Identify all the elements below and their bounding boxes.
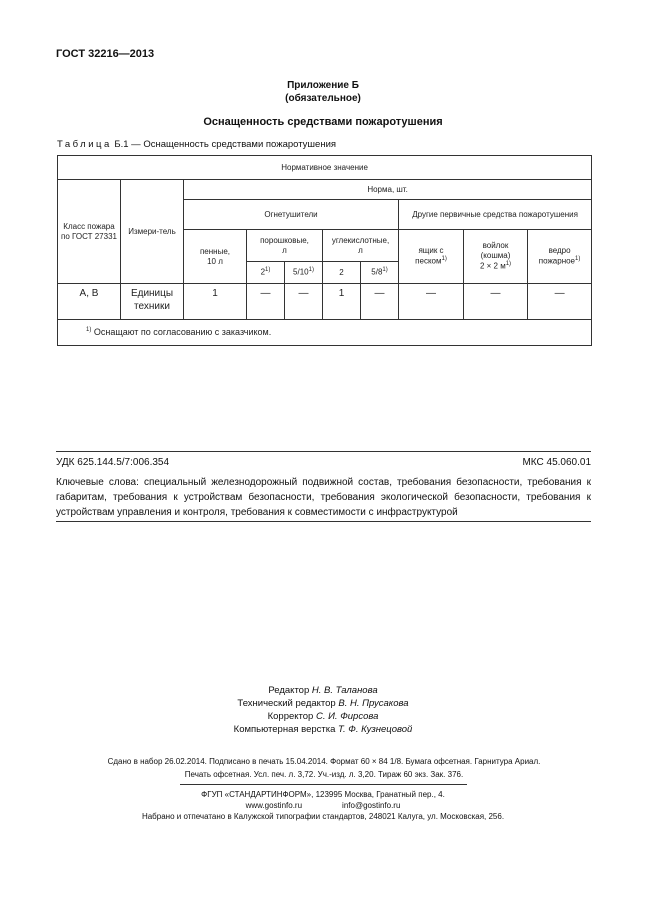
credit-tech-editor: Технический редактор В. Н. Прусакова — [237, 698, 409, 709]
fire-equipment-table — [57, 155, 592, 346]
cell-powder-5-10: — — [285, 284, 323, 320]
divider — [56, 521, 591, 522]
normative-header: Нормативное значение — [58, 156, 592, 180]
imprint-line1: Сдано в набор 26.02.2014. Подписано в печать 15.04.2014. Формат 60 × 84 1/8. Бумага офсетная. Гарнитура Ариал. — [107, 757, 541, 766]
bucket-header-l1: ведро — [548, 246, 571, 256]
udk-code: УДК 625.144.5/7:006.354 — [56, 457, 170, 468]
table-row — [58, 284, 592, 320]
sand-header-l1: ящик с — [418, 246, 444, 256]
bucket-header-l2: пожарное$^{1)}$ — [538, 256, 581, 266]
caption-prefix: Таблица — [57, 139, 112, 150]
cell-co2-2: 1 — [323, 284, 361, 320]
divider — [180, 784, 467, 785]
publisher-site: www.gostinfo.ru — [245, 801, 303, 810]
appendix-heading: Оснащенность средствами пожаротушения — [203, 116, 443, 128]
editorial-credits — [0, 684, 646, 736]
publisher-info — [0, 789, 646, 822]
extinguishers-header: Огнетушители — [184, 200, 399, 230]
felt-header-l1: войлок — [482, 241, 509, 251]
divider — [56, 451, 591, 452]
norm-header: Норма, шт. — [184, 180, 592, 200]
cell-sand: — — [399, 284, 464, 320]
appendix-title: Приложение Б — [287, 80, 359, 91]
caption-text: Оснащенность средствами пожаротушения — [143, 139, 337, 150]
cell-powder-2: — — [247, 284, 285, 320]
bucket-header — [528, 230, 592, 284]
col-class-header: Класс пожара по ГОСТ 27331 — [58, 180, 121, 284]
felt-header-l3: 2 × 2 $м^{1)}$ — [479, 261, 512, 271]
foam-header-l2: 10 л — [207, 256, 223, 266]
felt-header-l2: (кошма) — [480, 251, 511, 261]
powder-header-l2: л — [282, 245, 287, 255]
mks-code: МКС 45.060.01 — [522, 457, 591, 468]
credit-corrector: Корректор С. И. Фирсова — [267, 711, 379, 722]
cell-unit: Единицы техники — [121, 284, 184, 320]
credit-editor: Редактор Н. В. Таланова — [268, 685, 378, 696]
cell-bucket: — — [528, 284, 592, 320]
co2-header-l2: л — [358, 245, 363, 255]
publisher-contacts — [0, 800, 646, 811]
cell-class: А, В — [58, 284, 121, 320]
foam-header-l1: пенные, — [199, 246, 231, 256]
table-footnote: $^{1)}$ Оснащают по согласованию с заказчиком. — [58, 320, 592, 346]
imprint-line2: Печать офсетная. Усл. печ. л. 3,72. Уч.-изд. л. 3,20. Тираж 60 экз. Зак. 376. — [184, 770, 464, 779]
powder-5-10-header: 5/10$^{1)}$ — [285, 262, 323, 284]
col-unit-header: Измери-тель — [121, 180, 184, 284]
table-caption — [57, 139, 336, 150]
sand-box-header — [399, 230, 464, 284]
print-imprint — [56, 755, 592, 781]
keywords: Ключевые слова: специальный железнодорожный подвижной состав, требования безопасности, требования к габаритам, требования к устройствам безопасности, требования экологической безопасности, требования к устройствам управления и контроля, требования к совместимости с инфраструктурой — [56, 477, 591, 518]
cell-co2-5-8: — — [361, 284, 399, 320]
appendix-subtitle: (обязательное) — [285, 93, 361, 104]
foam-header — [184, 230, 247, 284]
co2-5-8-header: 5/8$^{1)}$ — [361, 262, 399, 284]
sand-header-l2: песком$^{1)}$ — [415, 256, 447, 266]
other-means-header: Другие первичные средства пожаротушения — [399, 200, 592, 230]
caption-number: Б.1 — — [114, 139, 141, 150]
co2-header-l1: углекислотные, — [331, 235, 390, 245]
powder-header — [247, 230, 323, 262]
cell-foam: 1 — [184, 284, 247, 320]
powder-2-header: 2$^{1)}$ — [247, 262, 285, 284]
powder-header-l1: порошковые, — [260, 235, 309, 245]
credit-layout: Компьютерная верстка Т. Ф. Кузнецовой — [233, 724, 413, 735]
felt-header — [464, 230, 528, 284]
publisher-line1: ФГУП «СТАНДАРТИНФОРМ», 123995 Москва, Гранатный пер., 4. — [201, 790, 445, 799]
publisher-line3: Набрано и отпечатано в Калужской типографии стандартов, 248021 Калуга, ул. Московская, 256. — [141, 812, 505, 821]
co2-header — [323, 230, 399, 262]
standard-number: ГОСТ 32216—2013 — [56, 48, 155, 60]
cell-felt: — — [464, 284, 528, 320]
publisher-email: info@gostinfo.ru — [342, 801, 401, 810]
co2-2-header: 2 — [323, 262, 361, 284]
